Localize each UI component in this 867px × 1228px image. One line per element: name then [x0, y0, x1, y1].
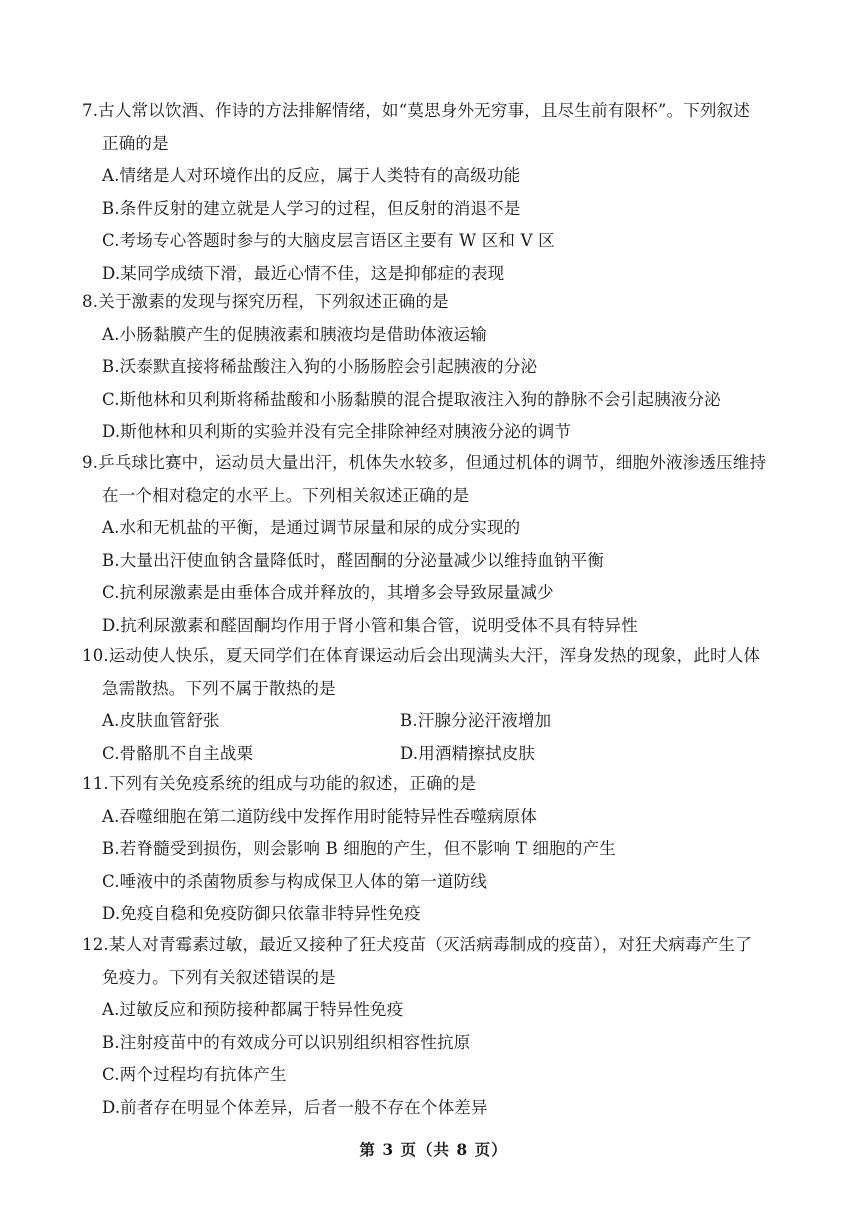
question-stem: 10.运动使人快乐，夏天同学们在体育课运动后会出现满头大汗，浑身发热的现象，此时人体	[82, 646, 761, 665]
option-a: A.小肠黏膜产生的促胰液素和胰液均是借助体液运输	[102, 324, 487, 344]
option-c: C.斯他林和贝利斯将稀盐酸和小肠黏膜的混合提取液注入狗的静脉不会引起胰液分泌	[102, 389, 721, 409]
question-10	[82, 640, 794, 770]
option-b: B.沃泰默直接将稀盐酸注入狗的小肠肠腔会引起胰液的分泌	[102, 357, 538, 376]
option-b: B.汗腺分泌汗液增加	[400, 711, 552, 730]
option-a: A.吞噬细胞在第二道防线中发挥作用时能特异性吞噬病原体	[102, 806, 538, 826]
option-c: C.唾液中的杀菌物质参与构成保卫人体的第一道防线	[102, 871, 488, 891]
option-c: C.抗利尿激素是由垂体合成并释放的，其增多会导致尿量减少	[102, 583, 554, 602]
question-stem: 8.关于激素的发现与探究历程，下列叙述正确的是	[82, 292, 449, 311]
option-c: C.两个过程均有抗体产生	[102, 1065, 287, 1084]
option-a: A.皮肤血管舒张	[102, 711, 220, 730]
option-d: D.用酒精擦拭皮肤	[400, 743, 536, 763]
question-9	[82, 447, 794, 642]
question-stem-continued: 在一个相对稳定的水平上。下列相关叙述正确的是	[102, 485, 470, 505]
option-c: C.考场专心答题时参与的大脑皮层言语区主要有 W 区和 V 区	[102, 231, 555, 250]
option-d: D.某同学成绩下滑，最近心情不佳，这是抑郁症的表现	[102, 263, 505, 283]
option-b: B.条件反射的建立就是人学习的过程，但反射的消退不是	[102, 198, 521, 218]
option-b: B.注射疫苗中的有效成分可以识别组织相容性抗原	[102, 1032, 471, 1052]
option-b: B.大量出汗使血钠含量降低时，醛固酮的分泌量减少以维持血钠平衡	[102, 550, 605, 570]
option-a: A.情绪是人对环境作出的反应，属于人类特有的高级功能	[102, 166, 521, 185]
option-row	[82, 738, 794, 771]
question-stem-continued: 免疫力。下列有关叙述错误的是	[102, 967, 336, 987]
question-7	[82, 95, 794, 290]
question-stem-continued: 正确的是	[102, 133, 169, 153]
option-d: D.免疫自稳和免疫防御只依靠非特异性免疫	[102, 904, 421, 923]
option-row	[82, 705, 794, 738]
question-12	[82, 929, 794, 1124]
question-8	[82, 286, 794, 449]
option-b: B.若脊髓受到损伤，则会影响 B 细胞的产生，但不影响 T 细胞的产生	[102, 839, 616, 858]
option-d: D.斯他林和贝利斯的实验并没有完全排除神经对胰液分泌的调节	[102, 422, 572, 441]
option-a: A.过敏反应和预防接种都属于特异性免疫	[102, 1000, 404, 1019]
question-stem: 9.乒乓球比赛中，运动员大量出汗，机体失水较多，但通过机体的调节，细胞外液渗透压维持	[82, 453, 767, 472]
option-a: A.水和无机盐的平衡，是通过调节尿量和尿的成分实现的	[102, 518, 521, 537]
question-stem-continued: 急需散热。下列不属于散热的是	[102, 678, 336, 698]
question-stem: 12.某人对青霉素过敏，最近又接种了狂犬疫苗（灭活病毒制成的疫苗），对狂犬病毒产生了	[82, 935, 752, 954]
option-c: C.骨骼肌不自主战栗	[102, 743, 254, 763]
question-stem: 7.古人常以饮酒、作诗的方法排解情绪，如“莫思身外无穷事，且尽生前有限杯”。下列叙述	[82, 101, 751, 120]
question-11	[82, 768, 794, 931]
page-number-footer: 第 3 页（共 8 页）	[359, 1140, 508, 1159]
option-d: D.抗利尿激素和醛固酮均作用于肾小管和集合管，说明受体不具有特异性	[102, 615, 638, 635]
option-d: D.前者存在明显个体差异，后者一般不存在个体差异	[102, 1097, 488, 1117]
question-stem: 11.下列有关免疫系统的组成与功能的叙述，正确的是	[82, 774, 477, 793]
